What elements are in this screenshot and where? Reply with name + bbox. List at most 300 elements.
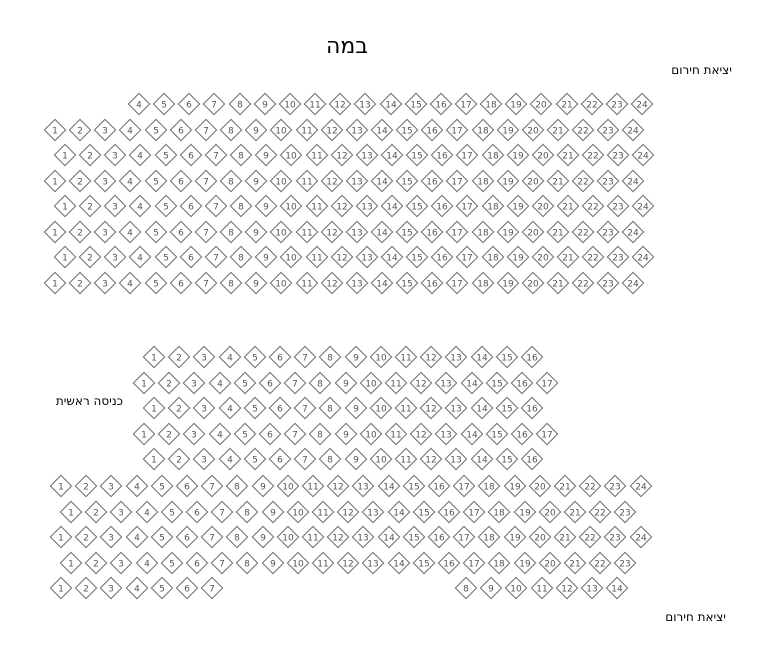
seat[interactable] bbox=[470, 397, 493, 420]
seat[interactable] bbox=[94, 118, 117, 141]
seat[interactable] bbox=[195, 169, 218, 192]
seat[interactable] bbox=[572, 118, 595, 141]
seat[interactable] bbox=[555, 93, 578, 116]
seat[interactable] bbox=[421, 271, 444, 294]
seat[interactable] bbox=[362, 500, 385, 523]
seat[interactable] bbox=[143, 448, 166, 471]
seat[interactable] bbox=[284, 371, 307, 394]
seat[interactable] bbox=[371, 220, 394, 243]
seat[interactable] bbox=[381, 246, 404, 269]
seat[interactable] bbox=[369, 397, 392, 420]
seat[interactable] bbox=[259, 422, 282, 445]
seat[interactable] bbox=[233, 422, 256, 445]
seat[interactable] bbox=[104, 246, 127, 269]
seat[interactable] bbox=[557, 246, 580, 269]
seat[interactable] bbox=[294, 448, 317, 471]
seat[interactable] bbox=[169, 220, 192, 243]
seat[interactable] bbox=[581, 577, 604, 600]
seat[interactable] bbox=[205, 195, 228, 218]
seat[interactable] bbox=[144, 271, 167, 294]
seat[interactable] bbox=[496, 220, 519, 243]
seat[interactable] bbox=[270, 220, 293, 243]
seat[interactable] bbox=[496, 118, 519, 141]
seat[interactable] bbox=[284, 422, 307, 445]
seat[interactable] bbox=[345, 271, 368, 294]
seat[interactable] bbox=[110, 500, 133, 523]
seat[interactable] bbox=[295, 118, 318, 141]
seat[interactable] bbox=[261, 551, 284, 574]
seat[interactable] bbox=[345, 169, 368, 192]
seat[interactable] bbox=[369, 448, 392, 471]
seat[interactable] bbox=[143, 397, 166, 420]
seat[interactable] bbox=[395, 448, 418, 471]
seat[interactable] bbox=[220, 118, 243, 141]
seat[interactable] bbox=[218, 346, 241, 369]
seat[interactable] bbox=[243, 448, 266, 471]
seat[interactable] bbox=[410, 371, 433, 394]
seat[interactable] bbox=[471, 220, 494, 243]
seat[interactable] bbox=[420, 448, 443, 471]
seat[interactable] bbox=[269, 397, 292, 420]
seat[interactable] bbox=[280, 195, 303, 218]
seat[interactable] bbox=[154, 195, 177, 218]
seat[interactable] bbox=[270, 271, 293, 294]
seat[interactable] bbox=[305, 195, 328, 218]
seat[interactable] bbox=[327, 526, 350, 549]
seat[interactable] bbox=[606, 93, 629, 116]
seat[interactable] bbox=[168, 397, 191, 420]
seat[interactable] bbox=[119, 118, 142, 141]
seat[interactable] bbox=[154, 144, 177, 167]
seat[interactable] bbox=[276, 526, 299, 549]
seat[interactable] bbox=[572, 271, 595, 294]
seat[interactable] bbox=[622, 118, 645, 141]
seat[interactable] bbox=[597, 271, 620, 294]
seat[interactable] bbox=[481, 144, 504, 167]
seat[interactable] bbox=[245, 169, 268, 192]
seat[interactable] bbox=[538, 551, 561, 574]
seat[interactable] bbox=[428, 475, 451, 498]
seat[interactable] bbox=[395, 346, 418, 369]
seat[interactable] bbox=[597, 169, 620, 192]
seat[interactable] bbox=[129, 144, 152, 167]
seat[interactable] bbox=[193, 346, 216, 369]
seat[interactable] bbox=[119, 169, 142, 192]
seat[interactable] bbox=[179, 246, 202, 269]
seat[interactable] bbox=[371, 118, 394, 141]
seat[interactable] bbox=[456, 246, 479, 269]
seat[interactable] bbox=[144, 220, 167, 243]
seat[interactable] bbox=[496, 169, 519, 192]
seat[interactable] bbox=[503, 526, 526, 549]
seat[interactable] bbox=[428, 526, 451, 549]
seat[interactable] bbox=[253, 93, 276, 116]
seat[interactable] bbox=[352, 475, 375, 498]
seat[interactable] bbox=[295, 220, 318, 243]
seat[interactable] bbox=[104, 144, 127, 167]
seat[interactable] bbox=[421, 169, 444, 192]
seat[interactable] bbox=[387, 500, 410, 523]
seat[interactable] bbox=[431, 246, 454, 269]
seat[interactable] bbox=[496, 271, 519, 294]
seat[interactable] bbox=[201, 475, 224, 498]
seat[interactable] bbox=[169, 118, 192, 141]
seat[interactable] bbox=[607, 195, 630, 218]
seat[interactable] bbox=[495, 397, 518, 420]
seat[interactable] bbox=[589, 551, 612, 574]
seat[interactable] bbox=[251, 475, 274, 498]
seat[interactable] bbox=[412, 500, 435, 523]
seat[interactable] bbox=[580, 93, 603, 116]
seat[interactable] bbox=[622, 271, 645, 294]
seat[interactable] bbox=[195, 271, 218, 294]
seat[interactable] bbox=[377, 526, 400, 549]
seat[interactable] bbox=[255, 195, 278, 218]
seat[interactable] bbox=[79, 144, 102, 167]
seat[interactable] bbox=[245, 118, 268, 141]
seat[interactable] bbox=[236, 551, 259, 574]
seat[interactable] bbox=[506, 144, 529, 167]
seat[interactable] bbox=[536, 371, 559, 394]
seat[interactable] bbox=[129, 195, 152, 218]
seat[interactable] bbox=[230, 144, 253, 167]
seat[interactable] bbox=[94, 271, 117, 294]
seat[interactable] bbox=[396, 220, 419, 243]
seat[interactable] bbox=[160, 551, 183, 574]
seat[interactable] bbox=[345, 220, 368, 243]
seat[interactable] bbox=[597, 118, 620, 141]
seat[interactable] bbox=[471, 118, 494, 141]
seat[interactable] bbox=[309, 371, 332, 394]
seat[interactable] bbox=[522, 169, 545, 192]
seat[interactable] bbox=[455, 577, 478, 600]
seat[interactable] bbox=[233, 371, 256, 394]
seat[interactable] bbox=[607, 144, 630, 167]
seat[interactable] bbox=[554, 475, 577, 498]
seat[interactable] bbox=[532, 195, 555, 218]
seat[interactable] bbox=[330, 246, 353, 269]
seat[interactable] bbox=[269, 448, 292, 471]
seat[interactable] bbox=[169, 169, 192, 192]
seat[interactable] bbox=[125, 475, 148, 498]
seat[interactable] bbox=[445, 397, 468, 420]
seat[interactable] bbox=[193, 448, 216, 471]
seat[interactable] bbox=[44, 169, 67, 192]
seat[interactable] bbox=[460, 371, 483, 394]
seat[interactable] bbox=[50, 577, 73, 600]
seat[interactable] bbox=[632, 195, 655, 218]
seat[interactable] bbox=[344, 346, 367, 369]
seat[interactable] bbox=[133, 371, 156, 394]
seat[interactable] bbox=[319, 448, 342, 471]
seat[interactable] bbox=[251, 526, 274, 549]
seat[interactable] bbox=[334, 371, 357, 394]
seat[interactable] bbox=[485, 371, 508, 394]
seat[interactable] bbox=[557, 144, 580, 167]
seat[interactable] bbox=[304, 93, 327, 116]
seat[interactable] bbox=[294, 397, 317, 420]
seat[interactable] bbox=[208, 422, 231, 445]
seat[interactable] bbox=[354, 93, 377, 116]
seat[interactable] bbox=[208, 371, 231, 394]
seat[interactable] bbox=[143, 346, 166, 369]
seat[interactable] bbox=[369, 346, 392, 369]
seat[interactable] bbox=[488, 500, 511, 523]
seat[interactable] bbox=[352, 526, 375, 549]
seat[interactable] bbox=[396, 271, 419, 294]
seat[interactable] bbox=[387, 551, 410, 574]
seat[interactable] bbox=[320, 118, 343, 141]
seat[interactable] bbox=[622, 220, 645, 243]
seat[interactable] bbox=[230, 195, 253, 218]
seat[interactable] bbox=[521, 346, 544, 369]
seat[interactable] bbox=[480, 93, 503, 116]
seat[interactable] bbox=[220, 220, 243, 243]
seat[interactable] bbox=[632, 144, 655, 167]
seat[interactable] bbox=[453, 475, 476, 498]
seat[interactable] bbox=[168, 346, 191, 369]
seat[interactable] bbox=[554, 526, 577, 549]
seat[interactable] bbox=[614, 551, 637, 574]
seat[interactable] bbox=[295, 169, 318, 192]
seat[interactable] bbox=[480, 577, 503, 600]
seat[interactable] bbox=[186, 500, 209, 523]
seat[interactable] bbox=[557, 195, 580, 218]
seat[interactable] bbox=[438, 500, 461, 523]
seat[interactable] bbox=[337, 551, 360, 574]
seat[interactable] bbox=[410, 422, 433, 445]
seat[interactable] bbox=[330, 144, 353, 167]
seat[interactable] bbox=[456, 144, 479, 167]
seat[interactable] bbox=[125, 526, 148, 549]
seat[interactable] bbox=[547, 220, 570, 243]
seat[interactable] bbox=[513, 500, 536, 523]
seat[interactable] bbox=[381, 195, 404, 218]
seat[interactable] bbox=[463, 551, 486, 574]
seat[interactable] bbox=[431, 144, 454, 167]
seat[interactable] bbox=[270, 169, 293, 192]
seat[interactable] bbox=[446, 220, 469, 243]
seat[interactable] bbox=[69, 169, 92, 192]
seat[interactable] bbox=[377, 475, 400, 498]
seat[interactable] bbox=[511, 371, 534, 394]
seat[interactable] bbox=[334, 422, 357, 445]
seat[interactable] bbox=[564, 500, 587, 523]
seat[interactable] bbox=[406, 246, 429, 269]
seat[interactable] bbox=[125, 577, 148, 600]
seat[interactable] bbox=[431, 195, 454, 218]
seat[interactable] bbox=[532, 144, 555, 167]
seat[interactable] bbox=[371, 271, 394, 294]
seat[interactable] bbox=[178, 93, 201, 116]
seat[interactable] bbox=[286, 500, 309, 523]
seat[interactable] bbox=[319, 397, 342, 420]
seat[interactable] bbox=[532, 246, 555, 269]
seat[interactable] bbox=[286, 551, 309, 574]
seat[interactable] bbox=[327, 475, 350, 498]
seat[interactable] bbox=[455, 93, 478, 116]
seat[interactable] bbox=[312, 500, 335, 523]
seat[interactable] bbox=[330, 195, 353, 218]
seat[interactable] bbox=[305, 246, 328, 269]
seat[interactable] bbox=[530, 577, 553, 600]
seat[interactable] bbox=[150, 475, 173, 498]
seat[interactable] bbox=[564, 551, 587, 574]
seat[interactable] bbox=[604, 526, 627, 549]
seat[interactable] bbox=[445, 448, 468, 471]
seat[interactable] bbox=[435, 371, 458, 394]
seat[interactable] bbox=[495, 448, 518, 471]
seat[interactable] bbox=[259, 371, 282, 394]
seat[interactable] bbox=[329, 93, 352, 116]
seat[interactable] bbox=[622, 169, 645, 192]
seat[interactable] bbox=[211, 551, 234, 574]
seat[interactable] bbox=[406, 144, 429, 167]
seat[interactable] bbox=[522, 118, 545, 141]
seat[interactable] bbox=[133, 422, 156, 445]
seat[interactable] bbox=[355, 195, 378, 218]
seat[interactable] bbox=[183, 422, 206, 445]
seat[interactable] bbox=[438, 551, 461, 574]
seat[interactable] bbox=[355, 144, 378, 167]
seat[interactable] bbox=[69, 271, 92, 294]
seat[interactable] bbox=[85, 500, 108, 523]
seat[interactable] bbox=[203, 93, 226, 116]
seat[interactable] bbox=[362, 551, 385, 574]
seat[interactable] bbox=[276, 475, 299, 498]
seat[interactable] bbox=[183, 371, 206, 394]
seat[interactable] bbox=[421, 220, 444, 243]
seat[interactable] bbox=[280, 246, 303, 269]
seat[interactable] bbox=[513, 551, 536, 574]
seat[interactable] bbox=[456, 195, 479, 218]
seat[interactable] bbox=[485, 422, 508, 445]
seat[interactable] bbox=[344, 397, 367, 420]
seat[interactable] bbox=[309, 422, 332, 445]
seat[interactable] bbox=[220, 169, 243, 192]
seat[interactable] bbox=[478, 475, 501, 498]
seat[interactable] bbox=[572, 169, 595, 192]
seat[interactable] bbox=[153, 93, 176, 116]
seat[interactable] bbox=[632, 246, 655, 269]
seat[interactable] bbox=[385, 371, 408, 394]
seat[interactable] bbox=[528, 475, 551, 498]
seat[interactable] bbox=[160, 500, 183, 523]
seat[interactable] bbox=[582, 195, 605, 218]
seat[interactable] bbox=[505, 93, 528, 116]
seat[interactable] bbox=[150, 526, 173, 549]
seat[interactable] bbox=[302, 526, 325, 549]
seat[interactable] bbox=[150, 577, 173, 600]
seat[interactable] bbox=[604, 475, 627, 498]
seat[interactable] bbox=[446, 271, 469, 294]
seat[interactable] bbox=[503, 475, 526, 498]
seat[interactable] bbox=[629, 475, 652, 498]
seat[interactable] bbox=[104, 195, 127, 218]
seat[interactable] bbox=[460, 422, 483, 445]
seat[interactable] bbox=[295, 271, 318, 294]
seat[interactable] bbox=[320, 271, 343, 294]
seat[interactable] bbox=[50, 475, 73, 498]
seat[interactable] bbox=[230, 246, 253, 269]
seat[interactable] bbox=[446, 118, 469, 141]
seat[interactable] bbox=[402, 526, 425, 549]
seat[interactable] bbox=[579, 526, 602, 549]
seat[interactable] bbox=[218, 397, 241, 420]
seat[interactable] bbox=[100, 577, 123, 600]
seat[interactable] bbox=[220, 271, 243, 294]
seat[interactable] bbox=[255, 144, 278, 167]
seat[interactable] bbox=[521, 448, 544, 471]
seat[interactable] bbox=[379, 93, 402, 116]
seat[interactable] bbox=[179, 195, 202, 218]
seat[interactable] bbox=[396, 169, 419, 192]
seat[interactable] bbox=[119, 220, 142, 243]
seat[interactable] bbox=[261, 500, 284, 523]
seat[interactable] bbox=[302, 475, 325, 498]
seat[interactable] bbox=[85, 551, 108, 574]
seat[interactable] bbox=[446, 169, 469, 192]
seat[interactable] bbox=[280, 144, 303, 167]
seat[interactable] bbox=[614, 500, 637, 523]
seat[interactable] bbox=[226, 526, 249, 549]
seat[interactable] bbox=[312, 551, 335, 574]
seat[interactable] bbox=[395, 397, 418, 420]
seat[interactable] bbox=[44, 118, 67, 141]
seat[interactable] bbox=[471, 271, 494, 294]
seat[interactable] bbox=[522, 220, 545, 243]
seat[interactable] bbox=[463, 500, 486, 523]
seat[interactable] bbox=[269, 346, 292, 369]
seat[interactable] bbox=[355, 246, 378, 269]
seat[interactable] bbox=[402, 475, 425, 498]
seat[interactable] bbox=[522, 271, 545, 294]
seat[interactable] bbox=[158, 371, 181, 394]
seat[interactable] bbox=[582, 246, 605, 269]
seat[interactable] bbox=[154, 246, 177, 269]
seat[interactable] bbox=[305, 144, 328, 167]
seat[interactable] bbox=[279, 93, 302, 116]
seat[interactable] bbox=[195, 118, 218, 141]
seat[interactable] bbox=[110, 551, 133, 574]
seat[interactable] bbox=[245, 271, 268, 294]
seat[interactable] bbox=[582, 144, 605, 167]
seat[interactable] bbox=[597, 220, 620, 243]
seat[interactable] bbox=[359, 371, 382, 394]
seat[interactable] bbox=[359, 422, 382, 445]
seat[interactable] bbox=[54, 246, 77, 269]
seat[interactable] bbox=[245, 220, 268, 243]
seat[interactable] bbox=[488, 551, 511, 574]
seat[interactable] bbox=[385, 422, 408, 445]
seat[interactable] bbox=[530, 93, 553, 116]
seat[interactable] bbox=[631, 93, 654, 116]
seat[interactable] bbox=[345, 118, 368, 141]
seat[interactable] bbox=[205, 144, 228, 167]
seat[interactable] bbox=[75, 526, 98, 549]
seat[interactable] bbox=[470, 448, 493, 471]
seat[interactable] bbox=[201, 577, 224, 600]
seat[interactable] bbox=[129, 246, 152, 269]
seat[interactable] bbox=[119, 271, 142, 294]
seat[interactable] bbox=[135, 500, 158, 523]
seat[interactable] bbox=[243, 397, 266, 420]
seat[interactable] bbox=[453, 526, 476, 549]
seat[interactable] bbox=[205, 246, 228, 269]
seat[interactable] bbox=[69, 220, 92, 243]
seat[interactable] bbox=[69, 118, 92, 141]
seat[interactable] bbox=[505, 577, 528, 600]
